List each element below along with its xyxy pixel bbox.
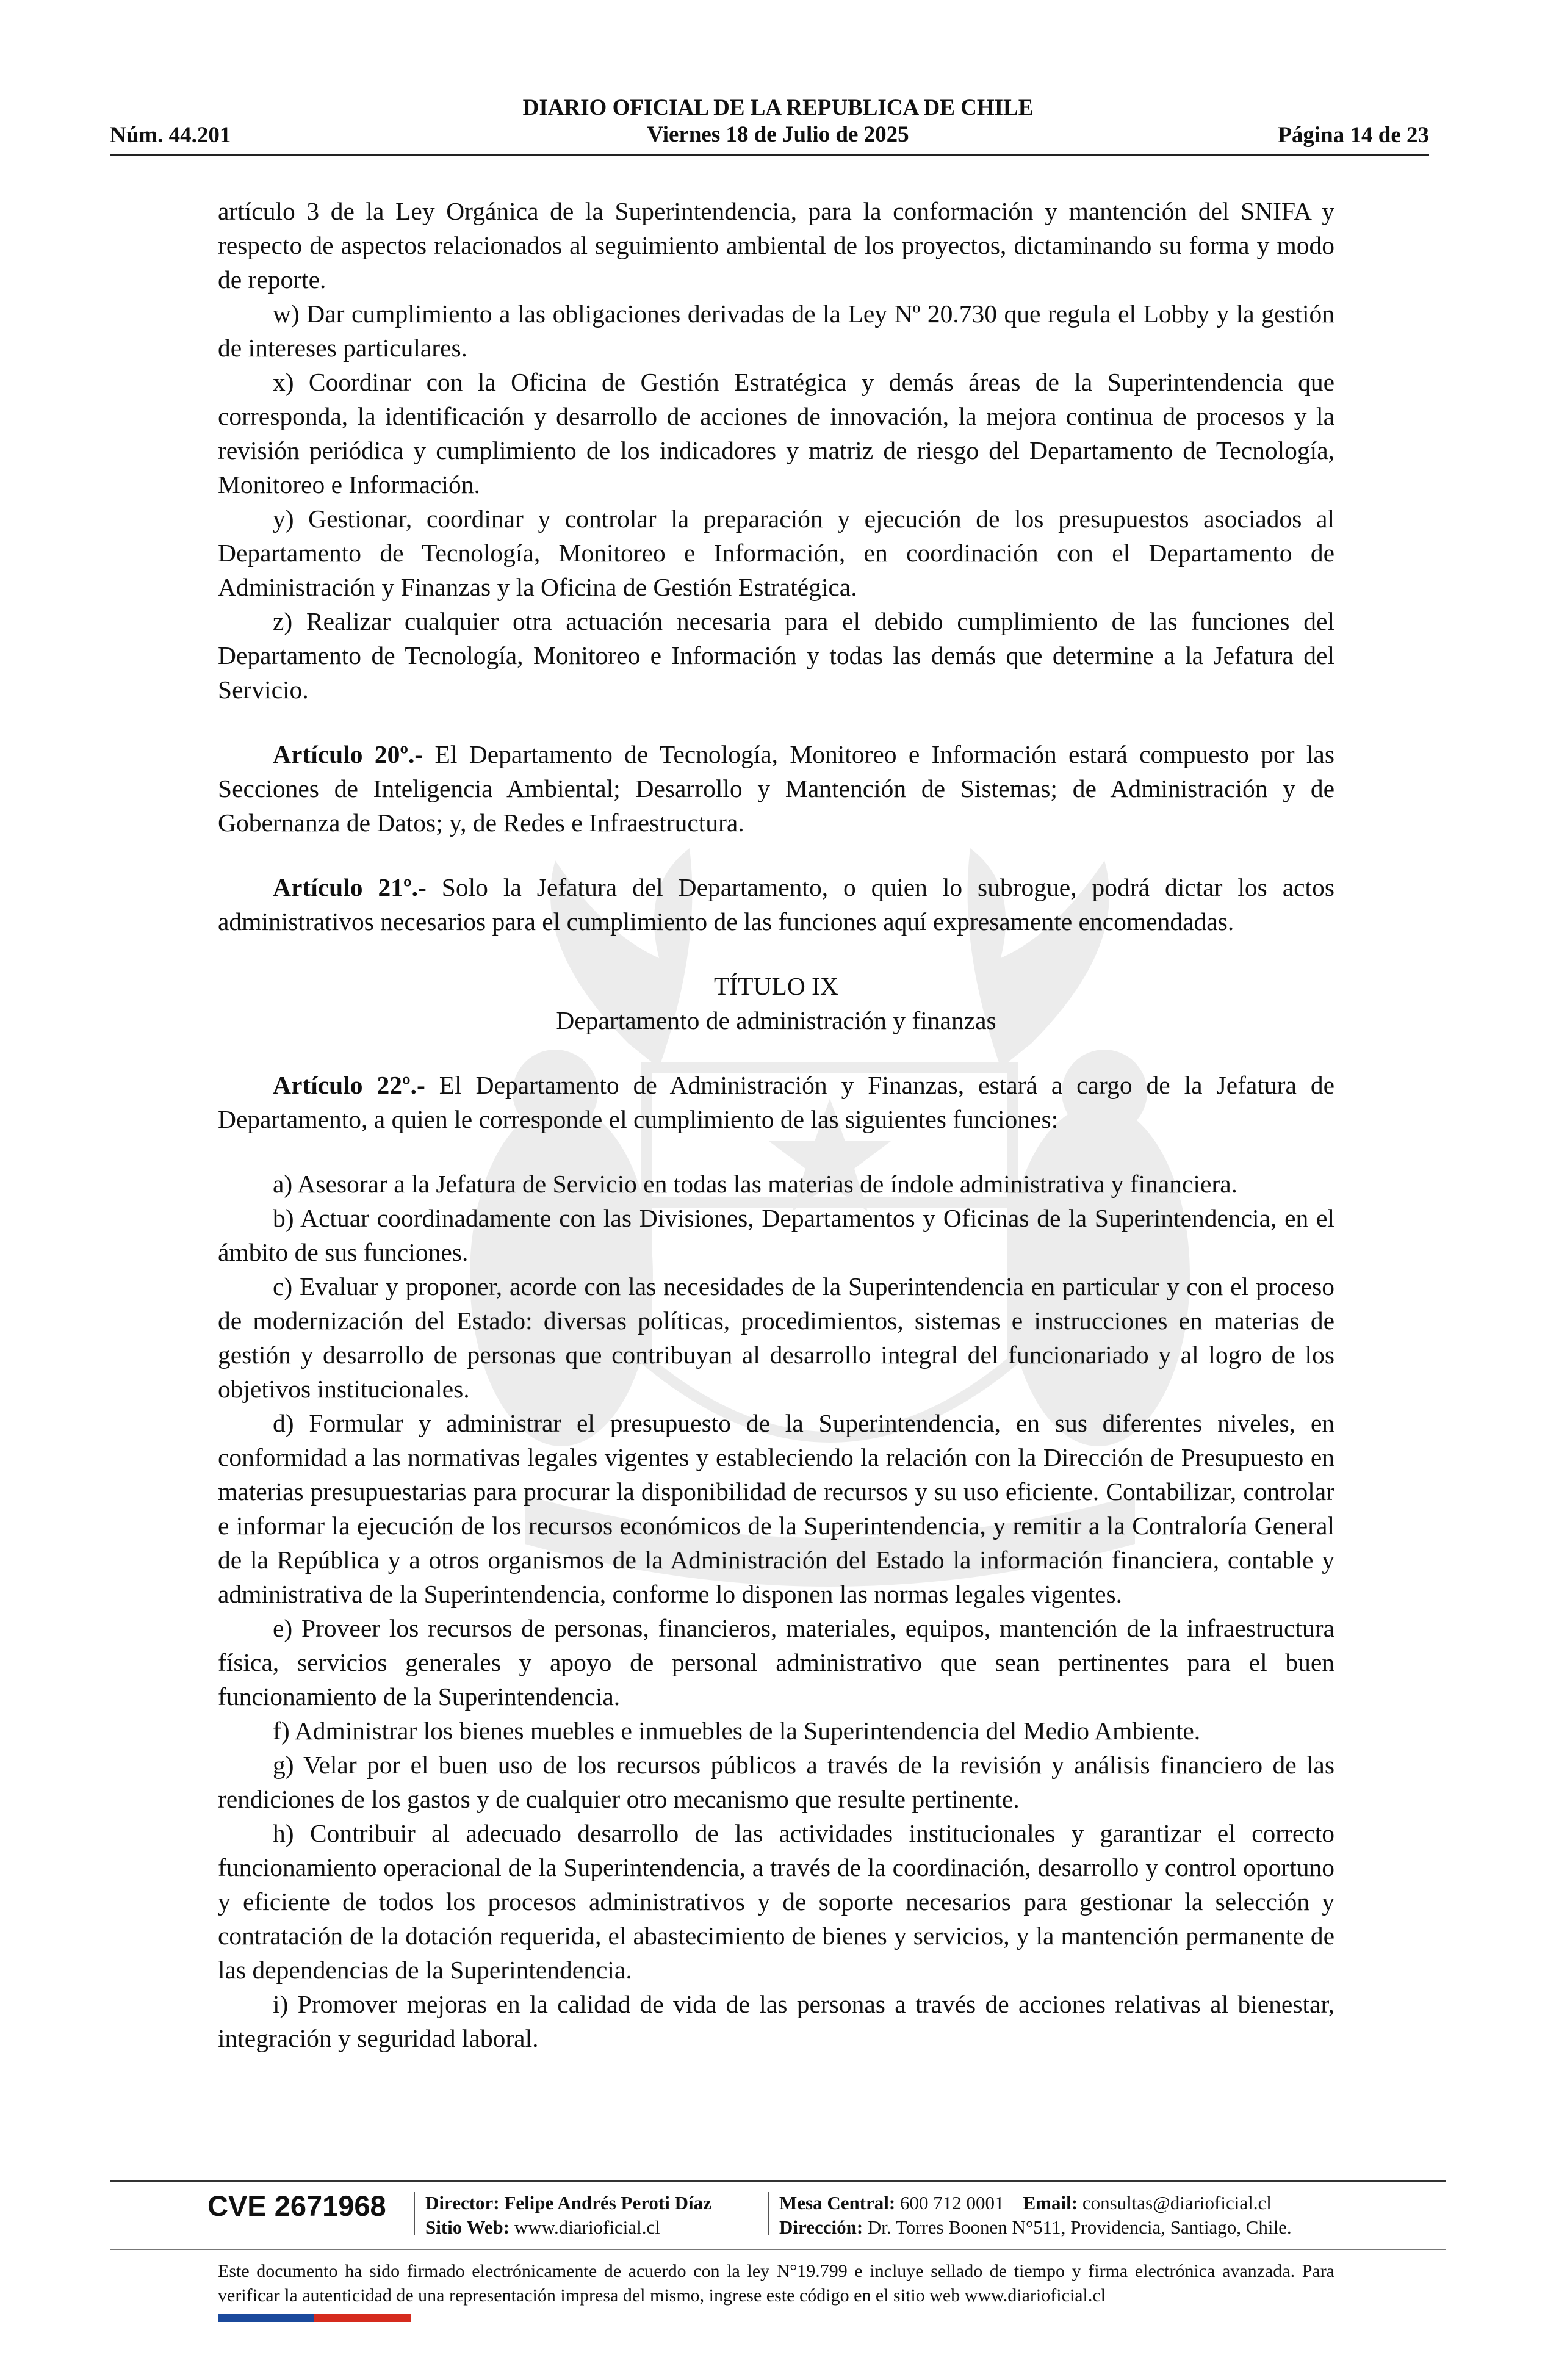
website-link[interactable]: www.diarioficial.cl: [514, 2216, 660, 2238]
director-name: Felipe Andrés Peroti Díaz: [504, 2192, 711, 2213]
paragraph-continuation: artículo 3 de la Ley Orgánica de la Superintendencia, para la conformación y mantención del SNIFA y respecto de aspectos relacionados al seguimiento ambiental de los proyectos, dictaminando su forma y modo de reporte.: [218, 197, 1334, 294]
paragraph-f: f) Administrar los bienes muebles e inmuebles de la Superintendencia del Medio Ambiente.: [273, 1717, 1201, 1745]
mesa-central-label: Mesa Central:: [779, 2192, 896, 2213]
article-22-text: El Departamento de Administración y Finanzas, estará a cargo de la Jefatura de Departamento, a quien le corresponde el cumplimiento de las siguientes funciones:: [218, 1071, 1334, 1133]
paragraph-g: g) Velar por el buen uso de los recursos públicos a través de la revisión y análisis financiero de las rendiciones de los gastos y de cualquier otro mecanismo que resulte pertinente.: [218, 1751, 1334, 1813]
paragraph-h: h) Contribuir al adecuado desarrollo de las actividades institucionales y garantizar el correcto funcionamiento operacional de la Superintendencia, a través de la coordinación, desarrollo y control oportuno y eficiente de todos los procesos administrativos y de soporte necesarios para gestionar la selección y contratación de la dotación requerida, el abastecimiento de bienes y servicios, y la mantención permanente de las dependencias de la Superintendencia.: [218, 1819, 1334, 1984]
header-rule: [110, 154, 1429, 156]
article-20-text: El Departamento de Tecnología, Monitoreo e Información estará compuesto por las Secciones de Inteligencia Ambiental; Desarrollo y Mantención de Sistemas; de Administración y de Gobernanza de Datos; y, de Redes e Infraestructura.: [218, 740, 1334, 837]
email-label: Email:: [1023, 2192, 1078, 2213]
email-link[interactable]: consultas@diarioficial.cl: [1082, 2192, 1272, 2213]
article-22-label: Artículo 22º.-: [273, 1071, 425, 1099]
title-heading: TÍTULO IX: [714, 972, 838, 1000]
article-21-label: Artículo 21º.-: [273, 873, 427, 901]
paragraph-z: z) Realizar cualquier otra actuación necesaria para el debido cumplimiento de las funciones del Departamento de Tecnología, Monitoreo e Información y todas las demás que determine a la Jefatura del Servicio.: [218, 607, 1334, 704]
article-21-text: Solo la Jefatura del Departamento, o quien lo subrogue, podrá dictar los actos administrativos necesarios para el cumplimiento de las funciones aquí expresamente encomendadas.: [218, 873, 1334, 936]
footer-separator: [768, 2192, 769, 2235]
article-21: [218, 870, 1334, 939]
paragraph-y: y) Gestionar, coordinar y controlar la preparación y ejecución de los presupuestos asociados al Departamento de Tecnología, Monitoreo e Información, en coordinación con el Departamento de Administración y Finanzas y la Oficina de Gestión Estratégica.: [218, 505, 1334, 601]
flag-stripe-red: [314, 2314, 411, 2322]
footer-middle-rule: [110, 2249, 1446, 2250]
paragraph-d: d) Formular y administrar el presupuesto de la Superintendencia, en sus diferentes niveles, en conformidad a las normativas legales vigentes y estableciendo la relación con la Dirección de Presupuesto en materias presupuestarias para procurar la disponibilidad de recursos y su uso eficiente. Contabilizar, controlar e informar la ejecución de los recursos económicos de la Superintendencia, y remitir a la Contraloría General de la República y a otros organismos de la Administración del Estado la información financiera, contable y administrativa de la Superintendencia, conforme lo disponen las normas legales vigentes.: [218, 1409, 1334, 1608]
paragraph-c: c) Evaluar y proponer, acorde con las necesidades de la Superintendencia en particular y con el proceso de modernización del Estado: diversas políticas, procedimientos, sistemas e instrucciones en materias de gestión y desarrollo de personas que contribuyan al desarrollo integral del funcionariado y al logro de los objetivos institucionales.: [218, 1272, 1334, 1403]
footer-contact-block: [779, 2191, 1292, 2240]
legal-notice: Este documento ha sido firmado electrónicamente de acuerdo con la ley N°19.799 e incluye sellado de tiempo y firma electrónica avanzada. Para verificar la autenticidad de una representación impresa del mismo, ingrese este código en el sitio web www.diarioficial.cl: [218, 2261, 1334, 2306]
paragraph-b: b) Actuar coordinadamente con las Divisiones, Departamentos y Oficinas de la Superintendencia, en el ámbito de sus funciones.: [218, 1204, 1334, 1266]
address-label: Dirección:: [779, 2216, 863, 2238]
title-subheading: Departamento de administración y finanzas: [556, 1006, 996, 1034]
footer-director-block: [425, 2191, 711, 2240]
issue-number: Núm. 44.201: [110, 123, 231, 148]
paragraph-w: w) Dar cumplimiento a las obligaciones derivadas de la Ley Nº 20.730 que regula el Lobby y la gestión de intereses particulares.: [218, 300, 1334, 362]
article-22: [218, 1068, 1334, 1136]
document-body: [218, 194, 1334, 2055]
address-value: Dr. Torres Boonen N°511, Providencia, Santiago, Chile.: [867, 2216, 1292, 2238]
director-label: Director:: [425, 2192, 500, 2213]
page-indicator: Página 14 de 23: [1278, 123, 1429, 148]
cve-code: CVE 2671968: [207, 2190, 386, 2222]
mesa-central-phone: 600 712 0001: [900, 2192, 1004, 2213]
issue-date: Viernes 18 de Julio de 2025: [647, 122, 909, 147]
article-20: [218, 737, 1334, 840]
paragraph-a: a) Asesorar a la Jefatura de Servicio en todas las materias de índole administrativa y financiera.: [273, 1170, 1237, 1198]
footer-separator: [414, 2192, 415, 2235]
flag-stripe-blue: [218, 2314, 314, 2322]
article-20-label: Artículo 20º.-: [273, 740, 423, 768]
footer-top-rule: [110, 2180, 1446, 2182]
paragraph-i: i) Promover mejoras en la calidad de vida de las personas a través de acciones relativas al bienestar, integración y seguridad laboral.: [218, 1990, 1334, 2052]
paragraph-x: x) Coordinar con la Oficina de Gestión Estratégica y demás áreas de la Superintendencia que corresponda, la identificación y desarrollo de acciones de innovación, la mejora continua de procesos y la revisión periódica y cumplimiento de los indicadores y matriz de riesgo del Departamento de Tecnología, Monitoreo e Información.: [218, 368, 1334, 499]
newspaper-title: DIARIO OFICIAL DE LA REPUBLICA DE CHILE: [522, 95, 1034, 120]
website-label: Sitio Web:: [425, 2216, 510, 2238]
paragraph-e: e) Proveer los recursos de personas, financieros, materiales, equipos, mantención de la infraestructura física, servicios generales y apoyo de personal administrativo que sean pertinentes para el buen funcionamiento de la Superintendencia.: [218, 1614, 1334, 1711]
